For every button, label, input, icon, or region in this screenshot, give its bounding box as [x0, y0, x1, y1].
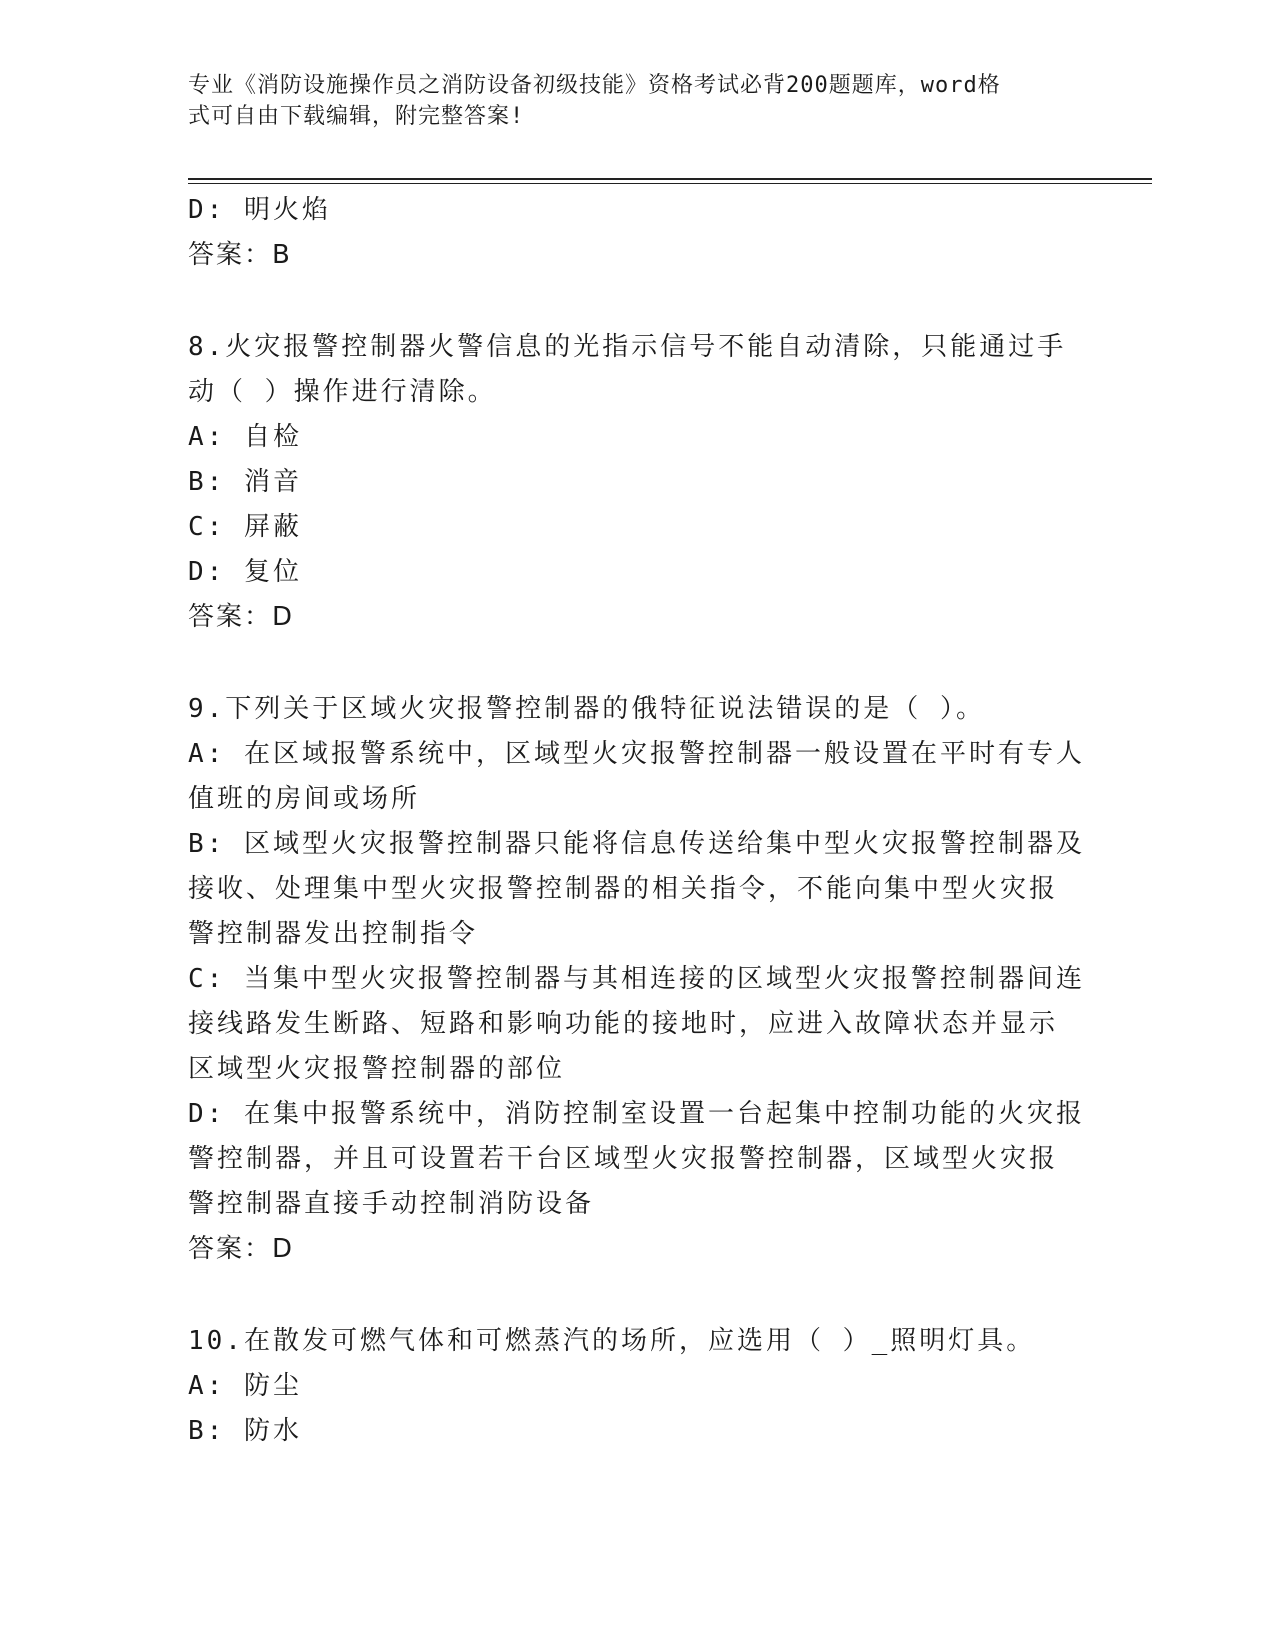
header-line-1: 专业《消防设施操作员之消防设备初级技能》资格考试必背200题题库，word格 — [188, 73, 1001, 98]
q8-answer: 答案：D — [188, 602, 295, 632]
q10-option-a: A: 防尘 — [188, 1371, 302, 1401]
prev-option-d: D: 明火焰 — [188, 195, 331, 225]
q9-answer: 答案：D — [188, 1234, 295, 1264]
header-rule-thin — [188, 183, 1152, 184]
document-header — [188, 70, 1068, 132]
q9-option-b-line-1: B: 区域型火灾报警控制器只能将信息传送给集中型火灾报警控制器及 — [188, 829, 1085, 859]
q9-stem: 9.下列关于区域火灾报警控制器的俄特征说法错误的是（ ）。 — [188, 694, 985, 724]
question-9 — [188, 687, 1088, 1272]
q9-option-d-line-3: 警控制器直接手动控制消防设备 — [188, 1189, 595, 1219]
q9-option-b-line-2: 接收、处理集中型火灾报警控制器的相关指令，不能向集中型火灾报 — [188, 874, 1059, 904]
q10-option-b: B: 防水 — [188, 1416, 302, 1446]
q10-stem: 10.在散发可燃气体和可燃蒸汽的场所，应选用（ ）_照明灯具。 — [188, 1326, 1036, 1356]
q9-option-b-line-3: 警控制器发出控制指令 — [188, 919, 479, 949]
q9-option-c-line-1: C: 当集中型火灾报警控制器与其相连接的区域型火灾报警控制器间连 — [188, 964, 1085, 994]
prev-answer: 答案：B — [188, 240, 292, 270]
q9-option-d-line-2: 警控制器，并且可设置若干台区域型火灾报警控制器，区域型火灾报 — [188, 1144, 1059, 1174]
question-content — [188, 188, 1088, 1454]
q9-option-c-line-3: 区域型火灾报警控制器的部位 — [188, 1054, 566, 1084]
q8-option-c: C: 屏蔽 — [188, 512, 302, 542]
q9-option-a-line-2: 值班的房间或场所 — [188, 784, 421, 814]
question-8 — [188, 325, 1088, 640]
q8-option-b: B: 消音 — [188, 467, 302, 497]
header-line-2: 式可自由下载编辑，附完整答案! — [188, 104, 525, 129]
header-rule-thick — [188, 178, 1152, 180]
q9-option-d-line-1: D: 在集中报警系统中，消防控制室设置一台起集中控制功能的火灾报 — [188, 1099, 1085, 1129]
q9-option-c-line-2: 接线路发生断路、短路和影响功能的接地时，应进入故障状态并显示 — [188, 1009, 1059, 1039]
q8-option-d: D: 复位 — [188, 557, 302, 587]
question-10 — [188, 1319, 1088, 1454]
q8-stem-line-1: 8.火灾报警控制器火警信息的光指示信号不能自动清除，只能通过手 — [188, 332, 1067, 362]
q8-option-a: A: 自检 — [188, 422, 302, 452]
q8-stem-line-2: 动（ ）操作进行清除。 — [188, 377, 497, 407]
q9-option-a-line-1: A: 在区域报警系统中，区域型火灾报警控制器一般设置在平时有专人 — [188, 739, 1085, 769]
